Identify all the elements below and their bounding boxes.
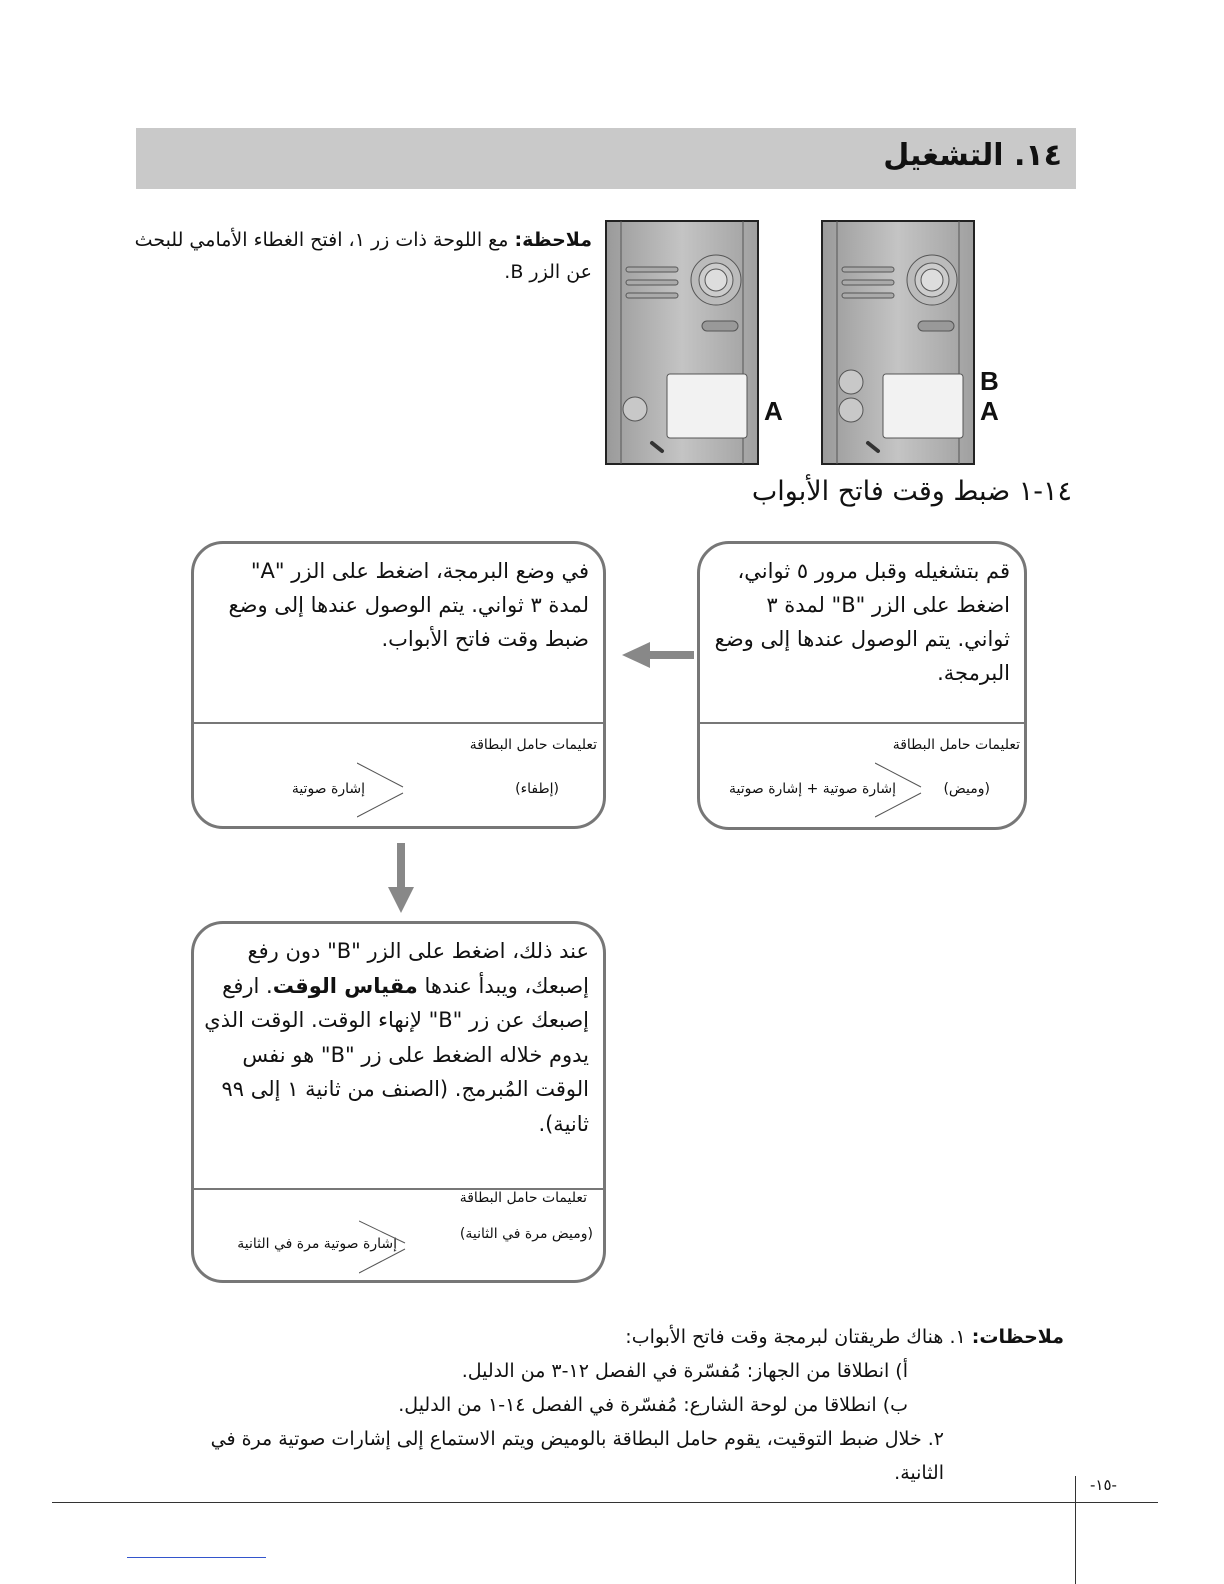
step-3-box [191,921,606,1283]
step-text: في وضع البرمجة، اضغط على الزر "A" لمدة ٣ ثواني. يتم الوصول عندها إلى وضع ضبط وقت فاتح الأبواب. [228,559,589,651]
card-holder-instructions-title: تعليمات حامل البطاقة [459,1190,587,1206]
note-item-2: ٢. خلال ضبط التوقيت، يقوم حامل البطاقة بالوميض ويتم الاستماع إلى إشارات صوتية مرة في الثانية. [210,1428,944,1484]
led-status: (إطفاء) [515,781,559,797]
section-title: ١٤-١ ضبط وقت فاتح الأبواب [751,476,1072,507]
blue-rule [127,1557,266,1558]
note [122,224,592,288]
led-status: (وميض) [943,781,990,797]
note-text: مع اللوحة ذات زر ١، افتح الغطاء الأمامي للبحث عن الزر B. [134,229,592,283]
note-item-1 [164,1320,1064,1354]
notes-section [164,1320,1064,1490]
page-title: ١٤. التشغيل [883,138,1062,173]
led-status: (وميض مرة في الثانية) [459,1226,593,1242]
note-item-1b: ب) انطلاقا من لوحة الشارع: مُفسّرة في الفصل ١٤-١ من الدليل. [398,1394,908,1416]
note-item-1a: أ) انطلاقا من الجهاز: مُفسّرة في الفصل ١٢-٣ من الدليل. [461,1360,908,1382]
arrow-down-icon [386,843,416,915]
button-label-a: A [764,396,783,426]
step-1-box [697,541,1027,830]
footer-rule [52,1502,1158,1503]
divider [700,722,1024,724]
double-button-door-panel [820,219,976,466]
bracket-icon [357,759,407,819]
page-number: -١٥- [1090,1476,1117,1494]
step-2-box [191,541,606,829]
step-text-part: . ارفع إصبعك عن زر "B" لإنهاء الوقت. الوقت الذي يدوم خلاله الضغط على زر "B" هو نفس الوقت المُبرمج. (الصنف من ثانية ١ إلى ٩٩ ثانية). [204,973,589,1136]
bracket-icon [875,759,925,819]
note-label: ملاحظة: [514,229,592,251]
sound-status: إشارة صوتية + إشارة صوتية [729,781,896,797]
footer-vertical-rule [1075,1476,1076,1584]
arrow-left-icon [622,640,696,672]
note-text: ١. هناك طريقتان لبرمجة وقت فاتح الأبواب: [625,1326,972,1348]
button-label-a: A [980,396,999,426]
step-text-bold: مقياس الوقت [272,973,418,998]
notes-label: ملاحظات: [971,1326,1064,1348]
single-button-door-panel [604,219,760,466]
divider [194,722,603,724]
step-text [204,934,589,1141]
step-text-part: عند ذلك، اضغط على الزر "B" دون رفع إصبعك، ويبدأ عندها [247,939,589,998]
sound-status: إشارة صوتية [291,781,365,797]
card-holder-instructions-title: تعليمات حامل البطاقة [892,737,1020,753]
section-header-bar [136,128,1076,189]
sound-status: إشارة صوتية مرة في الثانية [237,1236,397,1252]
card-holder-instructions-title: تعليمات حامل البطاقة [469,737,597,753]
bracket-icon [359,1217,409,1277]
button-label-b: B [980,366,999,396]
step-text: قم بتشغيله وقبل مرور ٥ ثواني، اضغط على الزر "B" لمدة ٣ ثواني. يتم الوصول عندها إلى وضع البرمجة. [714,559,1010,685]
